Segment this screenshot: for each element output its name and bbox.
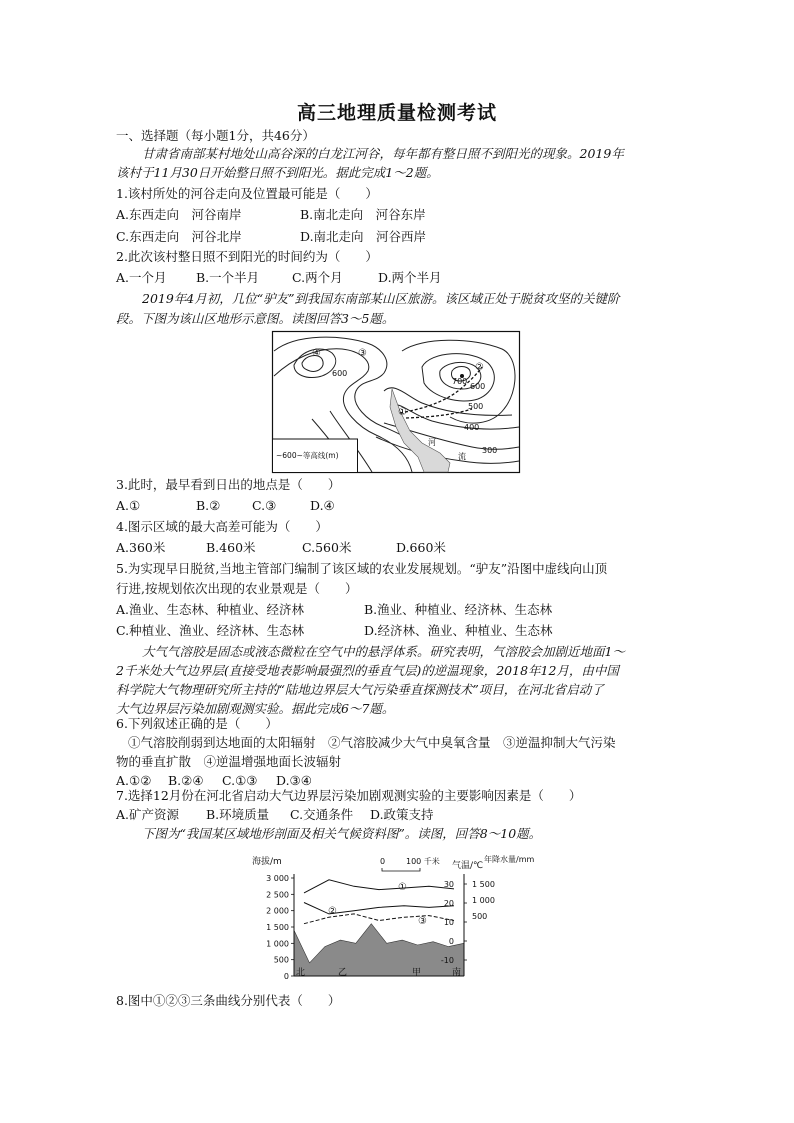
left-tick-label: 1 500 [266, 923, 289, 932]
left-tick-label: 0 [283, 972, 289, 981]
intro3-line3: 科学院大气物理研究所主持的“陆地边界层大气污染垂直探测技术”项目，在河北省启动了 [116, 682, 604, 697]
contour-label-300: 300 [482, 446, 498, 455]
contour-label-700: 700 [452, 377, 468, 386]
temp-tick-label: 20 [443, 899, 454, 908]
temp-axis-label: 气温/℃ [452, 861, 484, 871]
map-point-4: ④ [312, 348, 321, 359]
map-legend: ~600~等高线(m) [276, 451, 339, 460]
scale-label: 100 千米 [406, 857, 440, 866]
precip-tick-label: 500 [472, 912, 488, 921]
q6-option-c[interactable]: C.①③ [222, 773, 258, 788]
map-point-3: ③ [358, 348, 367, 359]
q7-stem: 7.选择12月份在河北省启动大气边界层污染加剧观测实验的主要影响因素是（ ） [116, 788, 582, 803]
left-tick-label: 500 [273, 955, 289, 965]
precip-tick-label: 1 500 [472, 880, 495, 889]
q3-option-a[interactable]: A.① [116, 498, 141, 513]
q4-stem: 4.图示区域的最大高差可能为（ ） [116, 519, 328, 534]
x-label: 北 [296, 968, 306, 978]
q1-option-d[interactable]: D.南北走向 河谷西岸 [300, 229, 427, 244]
terrain-profile-chart [248, 850, 535, 981]
q6-statements-line1: ①气溶胶削弱到达地面的太阳辐射 ②气溶胶减少大气中臭氧含量 ③逆温抑制大气污染 [128, 735, 616, 750]
q5-option-d[interactable]: D.经济林、渔业、种植业、生态林 [364, 623, 553, 638]
section-heading: 一、选择题（每小题1分，共46分） [116, 128, 315, 143]
contour-label-600-left: 600 [332, 369, 348, 378]
q5-stem-line1: 5.为实现早日脱贫,当地主管部门编制了该区域的农业发展规划。“驴友”沿图中虚线向山顶 [116, 561, 608, 576]
q2-option-a[interactable]: A.一个月 [116, 270, 167, 285]
intro1-line2: 该村于11月30日开始整日照不到阳光。据此完成1～2题。 [116, 165, 439, 180]
intro3-line4: 大气边界层污染加剧观测实验。据此完成6～7题。 [116, 701, 395, 716]
left-tick-label: 3 000 [266, 874, 289, 883]
q4-option-c[interactable]: C.560米 [302, 540, 352, 555]
q6-option-a[interactable]: A.①② [116, 773, 152, 788]
temp-tick-label: 0 [448, 937, 454, 946]
series-curve-2 [304, 903, 454, 914]
intro3-line1: 大气气溶胶是固态或液态微粒在空气中的悬浮体系。研究表明，气溶胶会加剧近地面1～ [142, 644, 625, 659]
q5-stem-line2: 行进,按规划依次出现的农业景观是（ ） [116, 581, 358, 596]
temp-tick-label: 10 [443, 918, 454, 927]
contour-label-600-right: 600 [470, 382, 486, 391]
intro3-line2: 2千米处大气边界层(直接受地表影响最强烈的垂直气层)的逆温现象，2018年12月，由中国 [116, 663, 619, 678]
q6-option-b[interactable]: B.②④ [168, 773, 204, 788]
x-label: 南 [452, 968, 462, 978]
q6-stem: 6.下列叙述正确的是（ ） [116, 716, 278, 731]
map-point-1: ① [398, 407, 407, 418]
q5-option-c[interactable]: C.种植业、渔业、经济林、生态林 [116, 623, 305, 638]
q3-option-b[interactable]: B.② [196, 498, 221, 513]
river-label-2: 流 [458, 452, 466, 461]
terrain-area [294, 924, 464, 976]
left-tick-label: 2 500 [266, 890, 289, 900]
q3-stem: 3.此时，最早看到日出的地点是（ ） [116, 477, 341, 492]
q8-stem: 8.图中①②③三条曲线分别代表（ ） [116, 993, 341, 1008]
x-label: 乙 [338, 968, 348, 978]
topographic-map [272, 331, 520, 473]
page-title: 高三地理质量检测考试 [296, 102, 497, 124]
q4-option-d[interactable]: D.660米 [396, 540, 446, 555]
q7-option-c[interactable]: C.交通条件 [290, 807, 354, 822]
scale-zero: 0 [380, 857, 386, 866]
q2-option-b[interactable]: B.一个半月 [196, 270, 260, 285]
river-label-1: 河 [428, 438, 436, 447]
precip-tick-label: 1 000 [472, 896, 495, 905]
q4-option-b[interactable]: B.460米 [206, 540, 256, 555]
temp-tick-label: 30 [443, 880, 454, 889]
q4-option-a[interactable]: A.360米 [116, 540, 166, 555]
q6-statements-line2: 物的垂直扩散 ④逆温增强地面长波辐射 [116, 754, 342, 769]
q6-option-d[interactable]: D.③④ [276, 773, 312, 788]
left-tick-label: 1 000 [266, 939, 289, 949]
series-curve-3 [304, 914, 454, 924]
q2-option-d[interactable]: D.两个半月 [378, 270, 442, 285]
q3-option-c[interactable]: C.③ [252, 498, 277, 513]
map-point-2: ② [475, 362, 484, 373]
q7-option-d[interactable]: D.政策支持 [370, 807, 434, 822]
q7-option-b[interactable]: B.环境质量 [206, 807, 270, 822]
q1-option-c[interactable]: C.东西走向 河谷北岸 [116, 229, 242, 244]
q5-option-b[interactable]: B.渔业、种植业、经济林、生态林 [364, 602, 553, 617]
left-tick-label: 2 000 [266, 906, 289, 916]
intro4: 下图为“我国某区域地形剖面及相关气候资料图”。读图，回答8～10题。 [142, 826, 542, 841]
left-axis-label: 海拔/m [252, 857, 282, 867]
q2-option-c[interactable]: C.两个月 [292, 270, 343, 285]
q5-option-a[interactable]: A.渔业、生态林、种植业、经济林 [116, 602, 305, 617]
series-curve-1 [304, 880, 454, 893]
q1-option-a[interactable]: A.东西走向 河谷南岸 [116, 207, 242, 222]
x-label: 甲 [412, 968, 422, 978]
intro2-line1: 2019年4月初，几位“驴友”到我国东南部某山区旅游。该区域正处于脱贫攻坚的关键阶 [142, 291, 620, 306]
q3-option-d[interactable]: D.④ [310, 498, 335, 513]
intro2-line2: 段。下图为该山区地形示意图。读图回答3～5题。 [116, 311, 395, 326]
precip-axis-label: 年降水量/mm [484, 855, 535, 864]
q2-stem: 2.此次该村整日照不到阳光的时间约为（ ） [116, 249, 378, 264]
series-label-2: ② [328, 906, 337, 917]
temp-tick-label: -10 [440, 956, 454, 965]
series-label-3: ③ [418, 916, 427, 927]
q1-stem: 1.该村所处的河谷走向及位置最可能是（ ） [116, 186, 378, 201]
contour-label-500: 500 [468, 402, 484, 411]
q7-option-a[interactable]: A.矿产资源 [116, 807, 180, 822]
intro1-line1: 甘肃省南部某村地处山高谷深的白龙江河谷，每年都有整日照不到阳光的现象。2019年 [142, 146, 624, 161]
q1-option-b[interactable]: B.南北走向 河谷东岸 [300, 207, 426, 222]
series-label-1: ① [398, 882, 407, 893]
scale-bar [382, 868, 420, 871]
contour-label-400: 400 [464, 423, 480, 432]
